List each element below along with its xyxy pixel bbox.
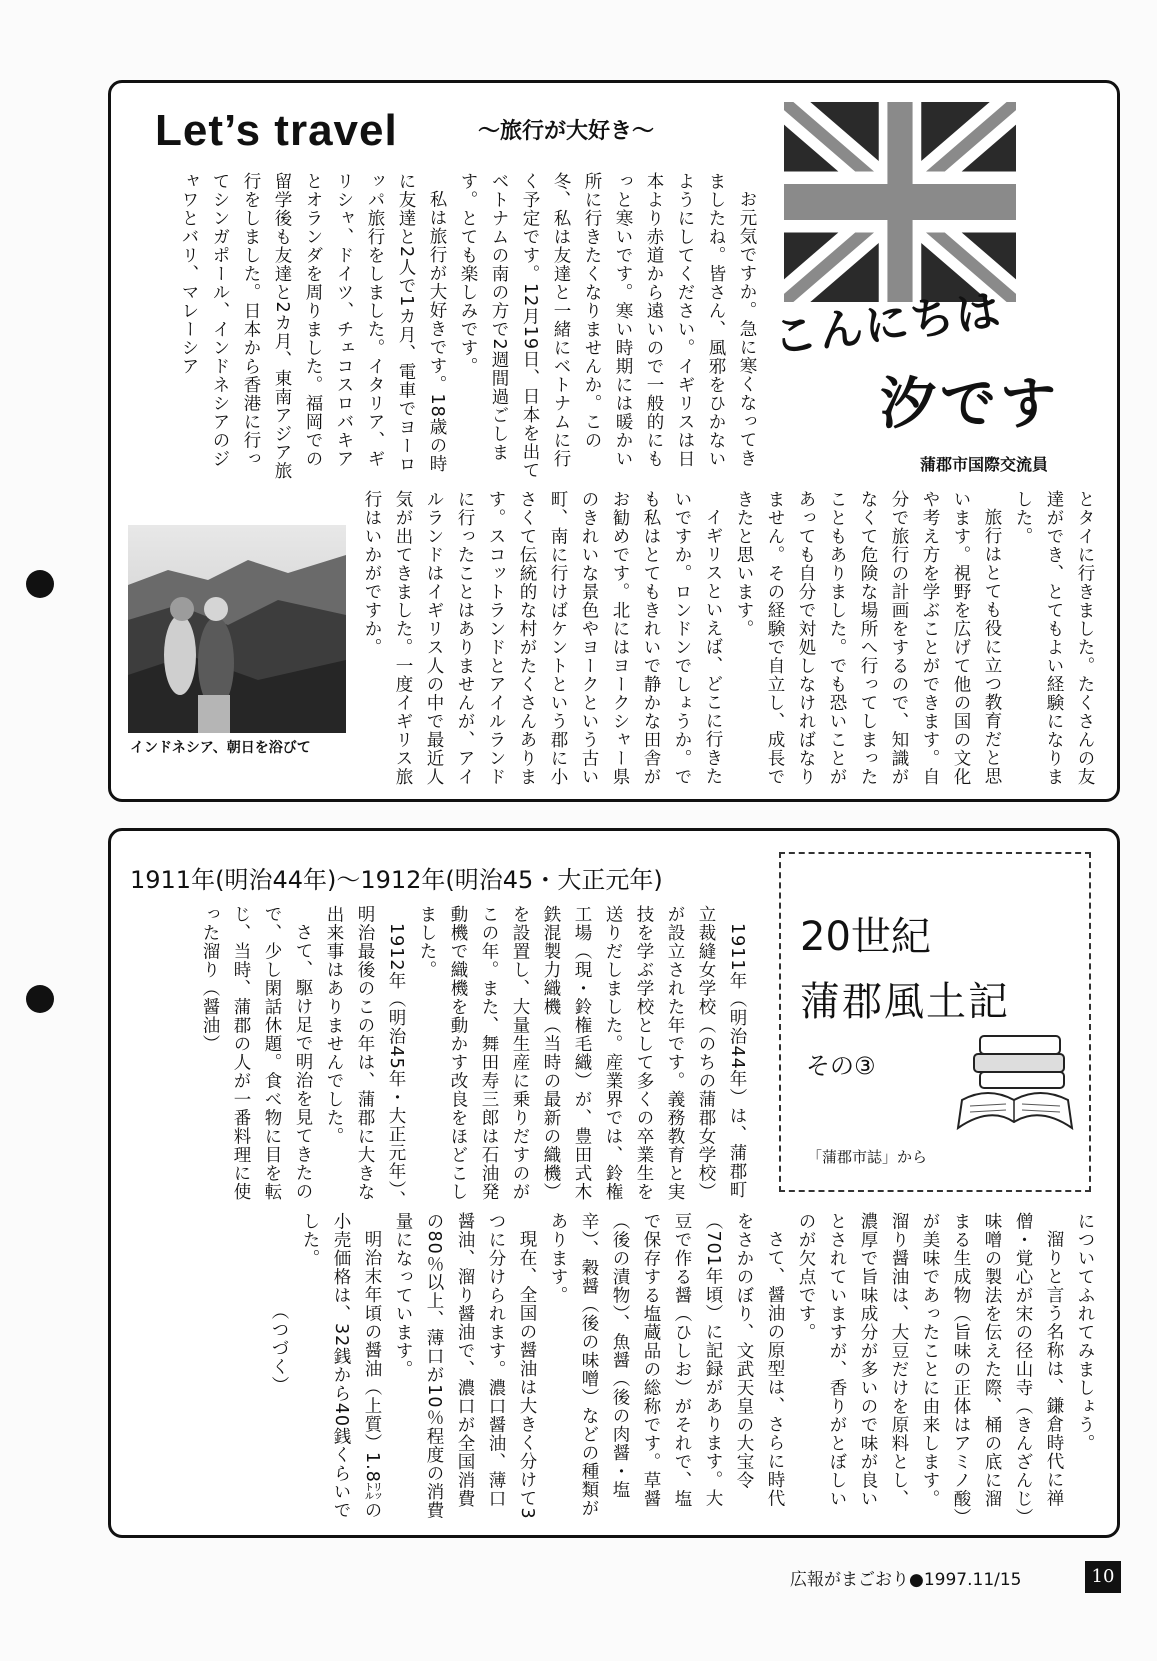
paragraph: さて、駆け足で明治を見てきたので、少し閑話休題。食べ物に目を転じ、当時、蒲郡の人が一番料理に使った溜り（醤油） xyxy=(200,905,313,1201)
paragraph: 私は旅行が大好きです。18歳の時に友達と2人で1カ月、電車でヨーロッパ旅行をしました。イタリア、ギリシャ、ドイツ、チェコスロバキアとオランダを周りました。福岡での留学後も友達と2カ月、東南アジア旅行をしました。日本から香港に行ってシンガポール、インドネシアのジャワとバリ、マレーシア xyxy=(179,172,447,481)
paragraph: 明治末年頃の醤油（上質）1.8㍑の小売価格は、32銭から40銭くらいでした。 xyxy=(300,1212,382,1520)
article-title-japanese: ～旅行が大好き～ xyxy=(478,119,655,144)
paragraph: 1911年（明治44年）は、蒲郡町立裁縫女学校（のちの蒲郡女学校）が設立された年です。義務教育と実技を学ぶ学校として多くの卒業生を送りだしました。産業界では、鈴権工場（現・鈴権毛織）が、豊田式木鉄混製力織機（当時の最新の織機）を設置し、大量生産に乗りだすのがこの年。また、舞田寿三郎は石油発動機で織機を動かす改良をほどこしました。 xyxy=(417,905,747,1201)
paragraph: 溜りと言う名称は、鎌倉時代に禅僧・覚心が宋の径山寺（きんざんじ）味噌の製法を伝えた際、桶の底に溜まる生成物（旨味の正体はアミノ酸）が美味であったことに由来します。溜り醤油は、大豆だけを原料とし、濃厚で旨味成分が多いので味が良いとされていますが、香りがとぼしいのが欠点です。 xyxy=(796,1212,1064,1518)
paragraph: とタイに行きました。たくさんの友達ができ、とてもよい経験になりました。 xyxy=(1013,490,1095,786)
travel-lower-text xyxy=(354,490,1100,790)
paragraph: についてふれてみましょう。 xyxy=(1075,1212,1095,1453)
series-title-line-1: 20世紀 xyxy=(800,914,931,960)
paragraph: お元気ですか。急に寒くなってきましたね。皆さん、風邪をひかないようにしてください。イギリスは日本より赤道から遠いので一般的にもっと寒いです。寒い時期には暖かい所に行きたくなりませんか。この冬、私は友達と一緒にベトナムに行く予定です。12月19日、日本を出てベトナムの南の方で2週間過ごします。とても楽しみです。 xyxy=(458,172,757,480)
history-lower-text xyxy=(122,1212,1100,1522)
binder-hole-top xyxy=(26,570,54,598)
greeting-line-2: 汐です xyxy=(880,372,1060,437)
continued-note: （つづく） xyxy=(269,1302,289,1395)
series-title-line-2: 蒲郡風土記 xyxy=(800,979,1010,1025)
union-jack-flag-image xyxy=(784,102,1016,302)
greeting-line-1: こんにちは xyxy=(770,285,1005,364)
article-title-english: Let’s travel xyxy=(155,106,398,155)
page-number: 10 xyxy=(1085,1561,1121,1593)
photo-caption: インドネシア、朝日を浴びて xyxy=(130,740,311,756)
author-affiliation: 蒲郡市国際交流員 xyxy=(920,455,1049,474)
series-number: その③ xyxy=(806,1052,876,1080)
era-heading: 1911年(明治44年)～1912年(明治45・大正元年) xyxy=(130,866,663,894)
history-upper-text xyxy=(122,905,752,1210)
series-source: 「蒲郡市誌」から xyxy=(807,1148,928,1166)
paragraph: 1912年（明治45年・大正元年）、明治最後のこの年は、蒲郡に大きな出来事はありませんでした。 xyxy=(324,905,406,1209)
publication-footer: 広報がまごおり●1997.11/15 xyxy=(790,1570,1022,1590)
indonesia-sunrise-photo xyxy=(128,525,346,733)
paragraph: さて、醤油の原型は、さらに時代をさかのぼり、文武天皇の大宝令（701年頃）に記録があります。大豆で作る醤（ひしお）がそれで、塩で保存する塩蔵品の総称です。草醤（後の漬物）、魚醤（後の肉醤・塩辛）、穀醤（後の味噌）などの種類があります。 xyxy=(548,1212,785,1518)
binder-hole-bottom xyxy=(26,985,54,1013)
paragraph: イギリスといえば、どこに行きたいですか。ロンドンでしょうか。でも私はとてもきれいで静かな田舎がお勧めです。北にはヨークシャー県のきれいな景色やヨークという古い町、南に行けばケントという郡に小さくて伝統的な村がたくさんあります。スコットランドとアイルランドに行ったことはありませんが、アイルランドはイギリス人の中で最近人気が出てきました。一度イギリス旅行はいかがですか。 xyxy=(362,490,723,786)
paragraph: 現在、全国の醤油は大きく分けて3つに分けられます。濃口醤油、薄口醤油、溜り醤油で、濃口が全国消費の80％以上、薄口が10％程度の消費量になっています。 xyxy=(393,1212,537,1520)
paragraph: 旅行はとても役に立つ教育だと思います。視野を広げて他の国の文化や考え方を学ぶことができます。自分で旅行の計画をするので、知識がなくて危険な場所へ行ってしまったこともありました。でも恐いことがあっても自分で対処しなければなりません。その経験で自立し、成長できたと思います。 xyxy=(734,490,1002,786)
travel-upper-text xyxy=(130,172,762,482)
books-illustration xyxy=(950,1030,1080,1140)
